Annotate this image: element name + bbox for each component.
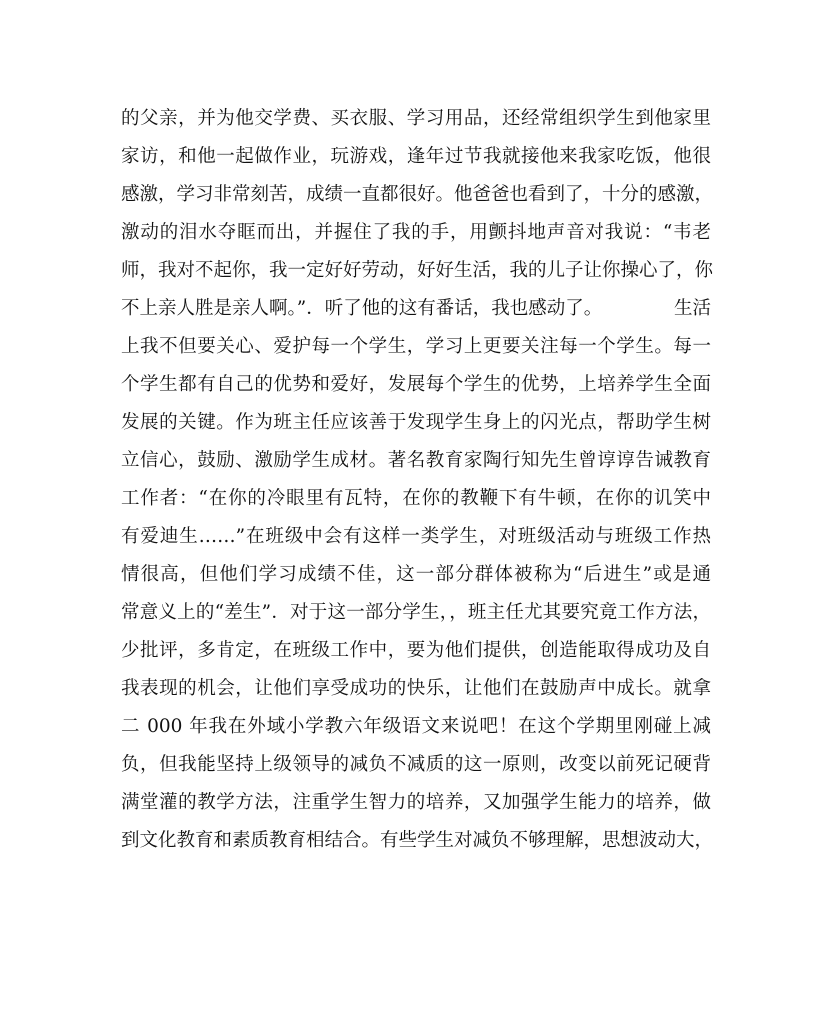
text-line-7: 上我不但要关心、爱护每一个学生，学习上更要关注每一个学生。每一	[121, 336, 711, 357]
text-line-12: 有爱迪生……”在班级中会有这样一类学生，对班级活动与班级工作热	[121, 526, 711, 547]
text-line-20: 到文化教育和素质教育相结合。有些学生对减负不够理解，思想波动大，	[121, 830, 714, 851]
text-line-14: 常意义上的“差生”．对于这一部分学生，，班主任尤其要究竟工作方法，	[121, 602, 711, 623]
text-line-17: 二 000 年我在外域小学教六年级语文来说吧！在这个学期里刚碰上减	[121, 716, 711, 737]
text-line-19: 满堂灌的教学方法，注重学生智力的培养，又加强学生能力的培养，做	[121, 792, 711, 813]
body-text	[121, 100, 714, 860]
text-line-6-container	[121, 290, 711, 328]
text-line-16: 我表现的机会，让他们享受成功的快乐，让他们在鼓励声中成长。就拿	[121, 678, 711, 699]
text-line-4: 激动的泪水夺眶而出，并握住了我的手，用颤抖地声音对我说：“韦老	[121, 222, 711, 243]
text-line-15: 少批评，多肯定，在班级工作中，要为他们提供，创造能取得成功及自	[121, 640, 711, 661]
text-line-1: 的父亲，并为他交学费、买衣服、学习用品，还经常组织学生到他家里	[121, 108, 711, 129]
text-line-2: 家访，和他一起做作业，玩游戏，逢年过节我就接他来我家吃饭，他很	[121, 146, 711, 167]
text-line-8: 个学生都有自己的优势和爱好，发展每个学生的优势，上培养学生全面	[121, 374, 711, 395]
text-line-5: 师，我对不起你，我一定好好劳动，好好生活，我的儿子让你操心了，你	[121, 260, 714, 281]
text-line-3: 感激，学习非常刻苦，成绩一直都很好。他爸爸也看到了，十分的感激，	[121, 184, 714, 205]
text-line-10: 立信心，鼓励、激励学生成材。著名教育家陶行知先生曾谆谆告诫教育	[121, 450, 711, 471]
text-line-9: 发展的关键。作为班主任应该善于发现学生身上的闪光点，帮助学生树	[121, 412, 711, 433]
text-line-11: 工作者：“在你的冷眼里有瓦特，在你的教鞭下有牛顿，在你的讥笑中	[121, 488, 711, 509]
text-line-13: 情很高，但他们学习成绩不佳，这一部分群体被称为“后进生”或是通	[121, 564, 711, 585]
paragraph-start-text: 生活	[673, 298, 711, 319]
text-line-6: 不上亲人胜是亲人啊。”．听了他的这有番话，我也感动了。	[121, 298, 603, 319]
text-line-18: 负，但我能坚持上级领导的减负不减质的这一原则，改变以前死记硬背	[121, 754, 711, 775]
